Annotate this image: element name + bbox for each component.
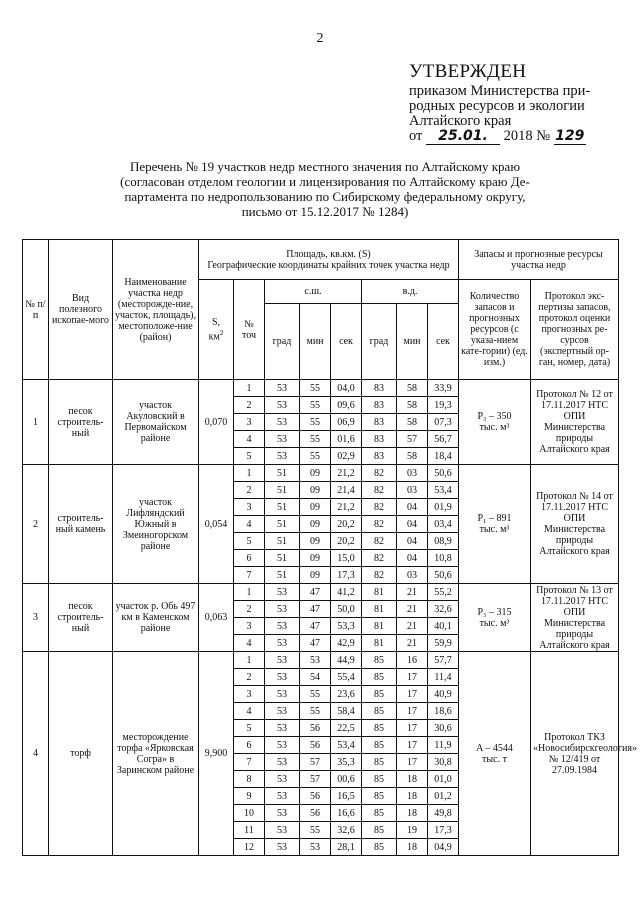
point-number: 5 [234,720,265,737]
header-lat: с.ш. [265,280,362,304]
lat-min: 09 [300,550,331,567]
lon-deg: 85 [362,669,397,686]
plot-reserves-unit: тыс. м³ [479,524,510,535]
lon-sec: 11,4 [428,669,459,686]
plot-mineral: торф [49,652,113,856]
lat-deg: 51 [265,567,300,584]
plot-number: 3 [23,584,49,652]
lat-min: 56 [300,737,331,754]
lon-min: 18 [397,788,428,805]
lon-min: 21 [397,584,428,601]
header-lat-deg: град [265,304,300,380]
lat-sec: 32,6 [331,822,362,839]
point-number: 4 [234,703,265,720]
point-number: 4 [234,516,265,533]
plot-name: участок р. Обь 497 км в Каменском районе [113,584,199,652]
lon-deg: 81 [362,635,397,652]
header-area-coordinates [199,240,459,280]
lat-min: 55 [300,380,331,397]
lon-deg: 85 [362,686,397,703]
point-number: 6 [234,550,265,567]
lon-sec: 49,8 [428,805,459,822]
lon-sec: 01,2 [428,788,459,805]
lat-deg: 53 [265,652,300,669]
lon-min: 17 [397,720,428,737]
header-lon: в.д. [362,280,459,304]
header-reserves-qty: Количество запасов и прогнозных ресурсов (с указа-нием кате-гории) (ед. изм.) [459,280,531,380]
point-number: 3 [234,414,265,431]
header-lon-sec: сек [428,304,459,380]
header-name: Наименование участка недр (месторожде-ние, участок, площадь), местоположе-ние (район) [113,240,199,380]
lon-deg: 82 [362,482,397,499]
lon-min: 03 [397,465,428,482]
lat-min: 09 [300,482,331,499]
lat-sec: 21,2 [331,465,362,482]
lon-sec: 07,3 [428,414,459,431]
lat-min: 55 [300,397,331,414]
lon-min: 58 [397,397,428,414]
header-area-s-label: S, [211,316,221,328]
plot-area: 9,900 [199,652,234,856]
lat-sec: 16,6 [331,805,362,822]
point-number: 4 [234,635,265,652]
lon-sec: 53,4 [428,482,459,499]
approval-year: 2018 [503,128,533,144]
plot-number: 2 [23,465,49,584]
lon-deg: 82 [362,516,397,533]
lat-deg: 53 [265,737,300,754]
lat-deg: 51 [265,533,300,550]
lat-min: 54 [300,669,331,686]
lat-min: 09 [300,516,331,533]
lat-deg: 51 [265,516,300,533]
point-number: 2 [234,669,265,686]
lon-sec: 59,9 [428,635,459,652]
lon-min: 03 [397,567,428,584]
plot-reserves-unit: тыс. м³ [479,617,510,629]
lon-min: 17 [397,686,428,703]
lon-min: 17 [397,669,428,686]
lon-min: 18 [397,805,428,822]
table-row [23,584,619,601]
lat-min: 57 [300,771,331,788]
lat-sec: 44,9 [331,652,362,669]
header-lat-min: мин [300,304,331,380]
lon-min: 04 [397,516,428,533]
lon-sec: 19,3 [428,397,459,414]
plot-reserves [459,380,531,465]
plot-protocol: Протокол № 12 от 17.11.2017 НТС ОПИ Министерства природы Алтайского края [531,380,619,465]
lat-deg: 53 [265,448,300,465]
lon-deg: 85 [362,703,397,720]
lat-sec: 15,0 [331,550,362,567]
lat-min: 47 [300,584,331,601]
lat-min: 56 [300,788,331,805]
lat-sec: 42,9 [331,635,362,652]
lat-min: 57 [300,754,331,771]
plot-protocol: Протокол № 14 от 17.11.2017 НТС ОПИ Министерства природы Алтайского края [531,465,619,584]
lon-min: 04 [397,499,428,516]
lat-deg: 53 [265,635,300,652]
lon-sec: 18,6 [428,703,459,720]
lat-sec: 23,6 [331,686,362,703]
table-row [23,652,619,669]
lat-min: 09 [300,465,331,482]
point-number: 6 [234,737,265,754]
lat-deg: 53 [265,584,300,601]
lat-deg: 53 [265,669,300,686]
lat-sec: 06,9 [331,414,362,431]
lat-min: 09 [300,533,331,550]
lon-min: 18 [397,839,428,856]
lat-deg: 53 [265,618,300,635]
lat-min: 56 [300,720,331,737]
point-number: 10 [234,805,265,822]
lat-sec: 00,6 [331,771,362,788]
lat-deg: 53 [265,601,300,618]
lon-sec: 32,6 [428,601,459,618]
plot-reserves [459,652,531,856]
plot-reserves [459,584,531,652]
lat-deg: 53 [265,822,300,839]
lon-sec: 04,9 [428,839,459,856]
lon-deg: 85 [362,652,397,669]
lon-sec: 50,6 [428,465,459,482]
lon-sec: 40,1 [428,618,459,635]
plot-reserves-value: P₁ – 891 [477,513,512,524]
lon-deg: 82 [362,465,397,482]
lat-sec: 01,6 [331,431,362,448]
header-reserves-group: Запасы и прогнозные ресурсы участка недр [459,240,619,280]
lat-deg: 51 [265,550,300,567]
lon-min: 17 [397,703,428,720]
lon-deg: 83 [362,431,397,448]
lat-deg: 53 [265,686,300,703]
lat-min: 09 [300,567,331,584]
lon-sec: 40,9 [428,686,459,703]
lon-deg: 85 [362,771,397,788]
lat-min: 55 [300,822,331,839]
point-number: 11 [234,822,265,839]
approval-title: УТВЕРЖДЕН [409,61,527,82]
plot-name: участок Лифляндский Южный в Змеиногорском районе [113,465,199,584]
title-line-4: письмо от 15.12.2017 № 1284) [241,204,409,219]
point-number: 1 [234,465,265,482]
plot-reserves [459,465,531,584]
lon-sec: 03,4 [428,516,459,533]
lat-min: 55 [300,431,331,448]
lon-deg: 82 [362,567,397,584]
lon-deg: 83 [362,397,397,414]
plot-reserves-unit: тыс. т [482,753,507,765]
plot-protocol: Протокол ТКЗ «Новосибирскгеология» № 12/419 от 27.09.1984 [531,652,619,856]
lon-sec: 30,6 [428,720,459,737]
plot-name: участок Акуловский в Первомайском районе [113,380,199,465]
lat-sec: 21,2 [331,499,362,516]
plot-reserves-unit: тыс. м³ [479,422,510,433]
point-number: 1 [234,380,265,397]
lon-min: 21 [397,618,428,635]
lat-sec: 41,2 [331,584,362,601]
approval-line-2: родных ресурсов и экологии [409,98,585,114]
lat-min: 56 [300,805,331,822]
lon-sec: 57,7 [428,652,459,669]
lon-deg: 81 [362,601,397,618]
table-row [23,380,619,397]
lat-sec: 28,1 [331,839,362,856]
lat-min: 47 [300,635,331,652]
lon-sec: 18,4 [428,448,459,465]
plots-table [22,239,637,856]
approval-block [409,61,629,145]
lat-sec: 58,4 [331,703,362,720]
lon-deg: 85 [362,754,397,771]
lat-min: 55 [300,703,331,720]
header-area-line-1: Площадь, кв.км. (S) [286,248,371,260]
plot-area: 0,070 [199,380,234,465]
point-number: 1 [234,652,265,669]
lon-deg: 82 [362,499,397,516]
plot-reserves-value: A – 4544 [476,742,513,754]
lon-sec: 56,7 [428,431,459,448]
lon-deg: 85 [362,805,397,822]
header-area-unit: км [208,331,220,343]
lon-deg: 81 [362,618,397,635]
header-protocol: Протокол экс-пертизы запасов, протокол оценки прогнозных ре-сурсов (экспертный ор-ган, номер, дата) [531,280,619,380]
lon-deg: 85 [362,822,397,839]
lon-min: 57 [397,431,428,448]
lon-deg: 83 [362,448,397,465]
header-area-line-2: Географические координаты крайних точек участка недр [207,259,450,271]
lat-min: 55 [300,448,331,465]
lat-deg: 53 [265,703,300,720]
lon-deg: 85 [362,839,397,856]
lon-min: 58 [397,448,428,465]
header-lon-deg: град [362,304,397,380]
plot-name: месторождение торфа «Ярковская Согра» в Заринском районе [113,652,199,856]
lon-sec: 08,9 [428,533,459,550]
lat-deg: 53 [265,431,300,448]
table-row [23,465,619,482]
point-number: 2 [234,397,265,414]
point-number: 9 [234,788,265,805]
point-number: 5 [234,448,265,465]
lon-sec: 10,8 [428,550,459,567]
header-lon-min: мин [397,304,428,380]
lat-deg: 53 [265,754,300,771]
lon-min: 03 [397,482,428,499]
page-number: 2 [316,31,324,46]
lon-sec: 55,2 [428,584,459,601]
lon-deg: 83 [362,414,397,431]
lat-deg: 53 [265,771,300,788]
plot-area: 0,063 [199,584,234,652]
approval-from-label: от [409,128,423,144]
approval-number-handwritten: 129 [555,128,585,144]
point-number: 3 [234,686,265,703]
lon-deg: 82 [362,550,397,567]
point-number: 7 [234,567,265,584]
lat-deg: 53 [265,839,300,856]
lon-min: 16 [397,652,428,669]
lat-deg: 53 [265,397,300,414]
lat-sec: 20,2 [331,516,362,533]
header-mineral: Вид полезного ископае-мого [49,240,113,380]
lon-sec: 17,3 [428,822,459,839]
lat-sec: 53,4 [331,737,362,754]
lat-sec: 04,0 [331,380,362,397]
lon-deg: 85 [362,788,397,805]
lon-min: 17 [397,754,428,771]
approval-date-handwritten: 25.01. [426,129,500,145]
plot-reserves-value: P₃ – 350 [477,411,512,422]
lat-deg: 51 [265,482,300,499]
lon-min: 18 [397,771,428,788]
approval-line-1: приказом Министерства при- [409,83,591,99]
lat-min: 55 [300,686,331,703]
lat-sec: 09,6 [331,397,362,414]
plot-number: 1 [23,380,49,465]
lon-deg: 83 [362,380,397,397]
approval-line-3: Алтайского края [409,113,512,129]
lat-sec: 16,5 [331,788,362,805]
lon-sec: 01,0 [428,771,459,788]
point-number: 3 [234,499,265,516]
lat-sec: 17,3 [331,567,362,584]
point-number: 12 [234,839,265,856]
lat-sec: 55,4 [331,669,362,686]
lat-min: 09 [300,499,331,516]
lon-min: 04 [397,550,428,567]
lon-sec: 11,9 [428,737,459,754]
point-number: 2 [234,482,265,499]
point-number: 2 [234,601,265,618]
lon-min: 21 [397,601,428,618]
lat-sec: 53,3 [331,618,362,635]
approval-number-label: № [536,128,551,144]
plots-table-body [23,380,637,856]
lat-sec: 50,0 [331,601,362,618]
lon-deg: 81 [362,584,397,601]
plot-area: 0,054 [199,465,234,584]
lon-min: 04 [397,533,428,550]
lat-sec: 35,3 [331,754,362,771]
lon-deg: 85 [362,720,397,737]
lat-deg: 51 [265,465,300,482]
lat-deg: 53 [265,788,300,805]
header-lat-sec: сек [331,304,362,380]
lon-deg: 82 [362,533,397,550]
plot-mineral: песок строитель-ный [49,380,113,465]
header-no: № п/п [23,240,49,380]
plot-mineral: строитель-ный камень [49,465,113,584]
plot-number: 4 [23,652,49,856]
plot-protocol: Протокол № 13 от 17.11.2017 НТС ОПИ Министерства природы Алтайского края [531,584,619,652]
lon-min: 58 [397,380,428,397]
lat-sec: 20,2 [331,533,362,550]
lat-min: 53 [300,839,331,856]
lat-min: 55 [300,414,331,431]
lon-min: 19 [397,822,428,839]
lat-sec: 22,5 [331,720,362,737]
point-number: 7 [234,754,265,771]
point-number: 8 [234,771,265,788]
lat-deg: 53 [265,805,300,822]
lon-min: 58 [397,414,428,431]
lat-sec: 02,9 [331,448,362,465]
lat-min: 53 [300,652,331,669]
lat-sec: 21,4 [331,482,362,499]
lat-deg: 53 [265,720,300,737]
approval-date-line [409,129,629,145]
title-line-1: Перечень № 19 участков недр местного значения по Алтайскому краю [129,159,521,174]
point-number: 4 [234,431,265,448]
plot-mineral: песок строитель-ный [49,584,113,652]
lat-deg: 51 [265,499,300,516]
title-line-2: (согласован отделом геологии и лицензирования по Алтайскому краю Де- [120,174,530,189]
lon-sec: 50,6 [428,567,459,584]
title-line-3: партамента по недропользованию по Сибирскому федеральному округу, [124,189,526,204]
lon-min: 17 [397,737,428,754]
lat-deg: 53 [265,414,300,431]
header-area-sup: 2 [219,328,224,337]
lon-min: 21 [397,635,428,652]
lat-min: 47 [300,618,331,635]
lon-sec: 33,9 [428,380,459,397]
plot-reserves-value: P₃ – 315 [477,606,512,618]
lat-deg: 53 [265,380,300,397]
header-point-no: № точ [234,280,265,380]
header-area-s [199,280,234,380]
lon-deg: 85 [362,737,397,754]
point-number: 3 [234,618,265,635]
lat-min: 47 [300,601,331,618]
lon-sec: 01,9 [428,499,459,516]
point-number: 1 [234,584,265,601]
lon-sec: 30,8 [428,754,459,771]
document-title [100,159,550,219]
point-number: 5 [234,533,265,550]
